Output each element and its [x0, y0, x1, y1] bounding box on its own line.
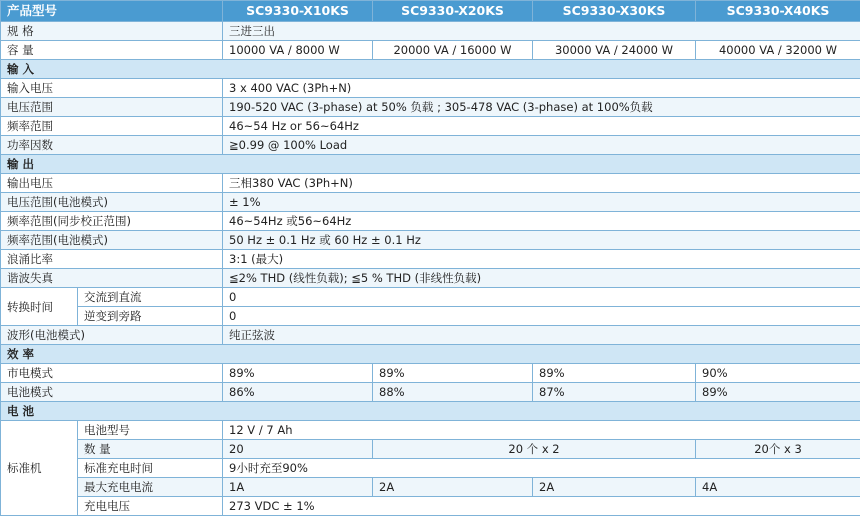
model-x40ks: SC9330-X40KS: [696, 1, 860, 22]
table-row: [1, 212, 860, 231]
section-title: 效 率: [1, 345, 860, 364]
table-row: [1, 288, 860, 307]
row-value: 46~54Hz 或56~64Hz: [223, 212, 860, 231]
row-label: 浪涌比率: [1, 250, 223, 269]
row-value: 1A: [223, 478, 373, 497]
table-row: [1, 193, 860, 212]
row-value: 2A: [373, 478, 533, 497]
row-label: 电压范围(电池模式): [1, 193, 223, 212]
table-row: [1, 440, 860, 459]
row-value: 89%: [533, 364, 696, 383]
row-value: 3:1 (最大): [223, 250, 860, 269]
row-value: 86%: [223, 383, 373, 402]
transfer-time-label: 转换时间: [1, 288, 78, 326]
row-label: 交流到直流: [78, 288, 223, 307]
row-value: 3 x 400 VAC (3Ph+N): [223, 79, 860, 98]
section-title: 输 入: [1, 60, 860, 79]
table-row: [1, 497, 860, 516]
table-row: [1, 174, 860, 193]
row-label: 频率范围(同步校正范围): [1, 212, 223, 231]
model-x20ks: SC9330-X20KS: [373, 1, 533, 22]
row-value: 4A: [696, 478, 860, 497]
table-row: [1, 364, 860, 383]
table-row: [1, 459, 860, 478]
table-row: [1, 117, 860, 136]
row-label: 电池型号: [78, 421, 223, 440]
capacity-label: 容 量: [1, 41, 223, 60]
row-label: 市电模式: [1, 364, 223, 383]
row-label: 输入电压: [1, 79, 223, 98]
header-label: 产品型号: [1, 1, 223, 22]
row-value: 90%: [696, 364, 860, 383]
row-value: ± 1%: [223, 193, 860, 212]
row-value: 20 个 x 2: [373, 440, 696, 459]
row-value: 三相380 VAC (3Ph+N): [223, 174, 860, 193]
row-label: 频率范围(电池模式): [1, 231, 223, 250]
model-x30ks: SC9330-X30KS: [533, 1, 696, 22]
row-label: 充电电压: [78, 497, 223, 516]
row-label: 谐波失真: [1, 269, 223, 288]
row-value: 纯正弦波: [223, 326, 860, 345]
row-value: 50 Hz ± 0.1 Hz 或 60 Hz ± 0.1 Hz: [223, 231, 860, 250]
table-row: [1, 250, 860, 269]
row-value: 87%: [533, 383, 696, 402]
row-label: 频率范围: [1, 117, 223, 136]
row-value: ≧0.99 @ 100% Load: [223, 136, 860, 155]
capacity-value: 20000 VA / 16000 W: [373, 41, 533, 60]
row-value: 0: [223, 288, 860, 307]
table-row: [1, 79, 860, 98]
row-value: 0: [223, 307, 860, 326]
row-value: ≦2% THD (线性负载); ≦5 % THD (非线性负载): [223, 269, 860, 288]
row-label: 电压范围: [1, 98, 223, 117]
row-value: 20: [223, 440, 373, 459]
table-row: [1, 383, 860, 402]
table-row: [1, 326, 860, 345]
row-value: 89%: [373, 364, 533, 383]
table-row: [1, 307, 860, 326]
table-row: [1, 421, 860, 440]
section-header-efficiency: [1, 345, 860, 364]
table-row: [1, 136, 860, 155]
row-label: 标准充电时间: [78, 459, 223, 478]
section-title: 输 出: [1, 155, 860, 174]
row-label: 波形(电池模式): [1, 326, 223, 345]
row-label: 数 量: [78, 440, 223, 459]
row-value: 89%: [223, 364, 373, 383]
table-row: [1, 98, 860, 117]
capacity-value: 40000 VA / 32000 W: [696, 41, 860, 60]
spec-value: 三进三出: [223, 22, 860, 41]
row-value: 46~54 Hz or 56~64Hz: [223, 117, 860, 136]
model-x10ks: SC9330-X10KS: [223, 1, 373, 22]
row-label: 功率因数: [1, 136, 223, 155]
row-label: 输出电压: [1, 174, 223, 193]
row-value: 9小时充至90%: [223, 459, 860, 478]
section-header-output: [1, 155, 860, 174]
capacity-value: 30000 VA / 24000 W: [533, 41, 696, 60]
header-row: [1, 1, 860, 22]
row-value: 190-520 VAC (3-phase) at 50% 负载 ; 305-478 VAC (3-phase) at 100%负载: [223, 98, 860, 117]
table-row: [1, 269, 860, 288]
row-value: 273 VDC ± 1%: [223, 497, 860, 516]
section-title: 电 池: [1, 402, 860, 421]
row-value: 2A: [533, 478, 696, 497]
capacity-value: 10000 VA / 8000 W: [223, 41, 373, 60]
table-row: [1, 22, 860, 41]
row-value: 20个 x 3: [696, 440, 860, 459]
standard-model-label: 标准机: [1, 421, 78, 516]
row-label: 逆变到旁路: [78, 307, 223, 326]
table-row: [1, 231, 860, 250]
row-label: 最大充电电流: [78, 478, 223, 497]
table-row: [1, 41, 860, 60]
row-value: 12 V / 7 Ah: [223, 421, 860, 440]
spec-label: 规 格: [1, 22, 223, 41]
row-value: 89%: [696, 383, 860, 402]
section-header-input: [1, 60, 860, 79]
row-value: 88%: [373, 383, 533, 402]
row-label: 电池模式: [1, 383, 223, 402]
table-row: [1, 478, 860, 497]
section-header-battery: [1, 402, 860, 421]
